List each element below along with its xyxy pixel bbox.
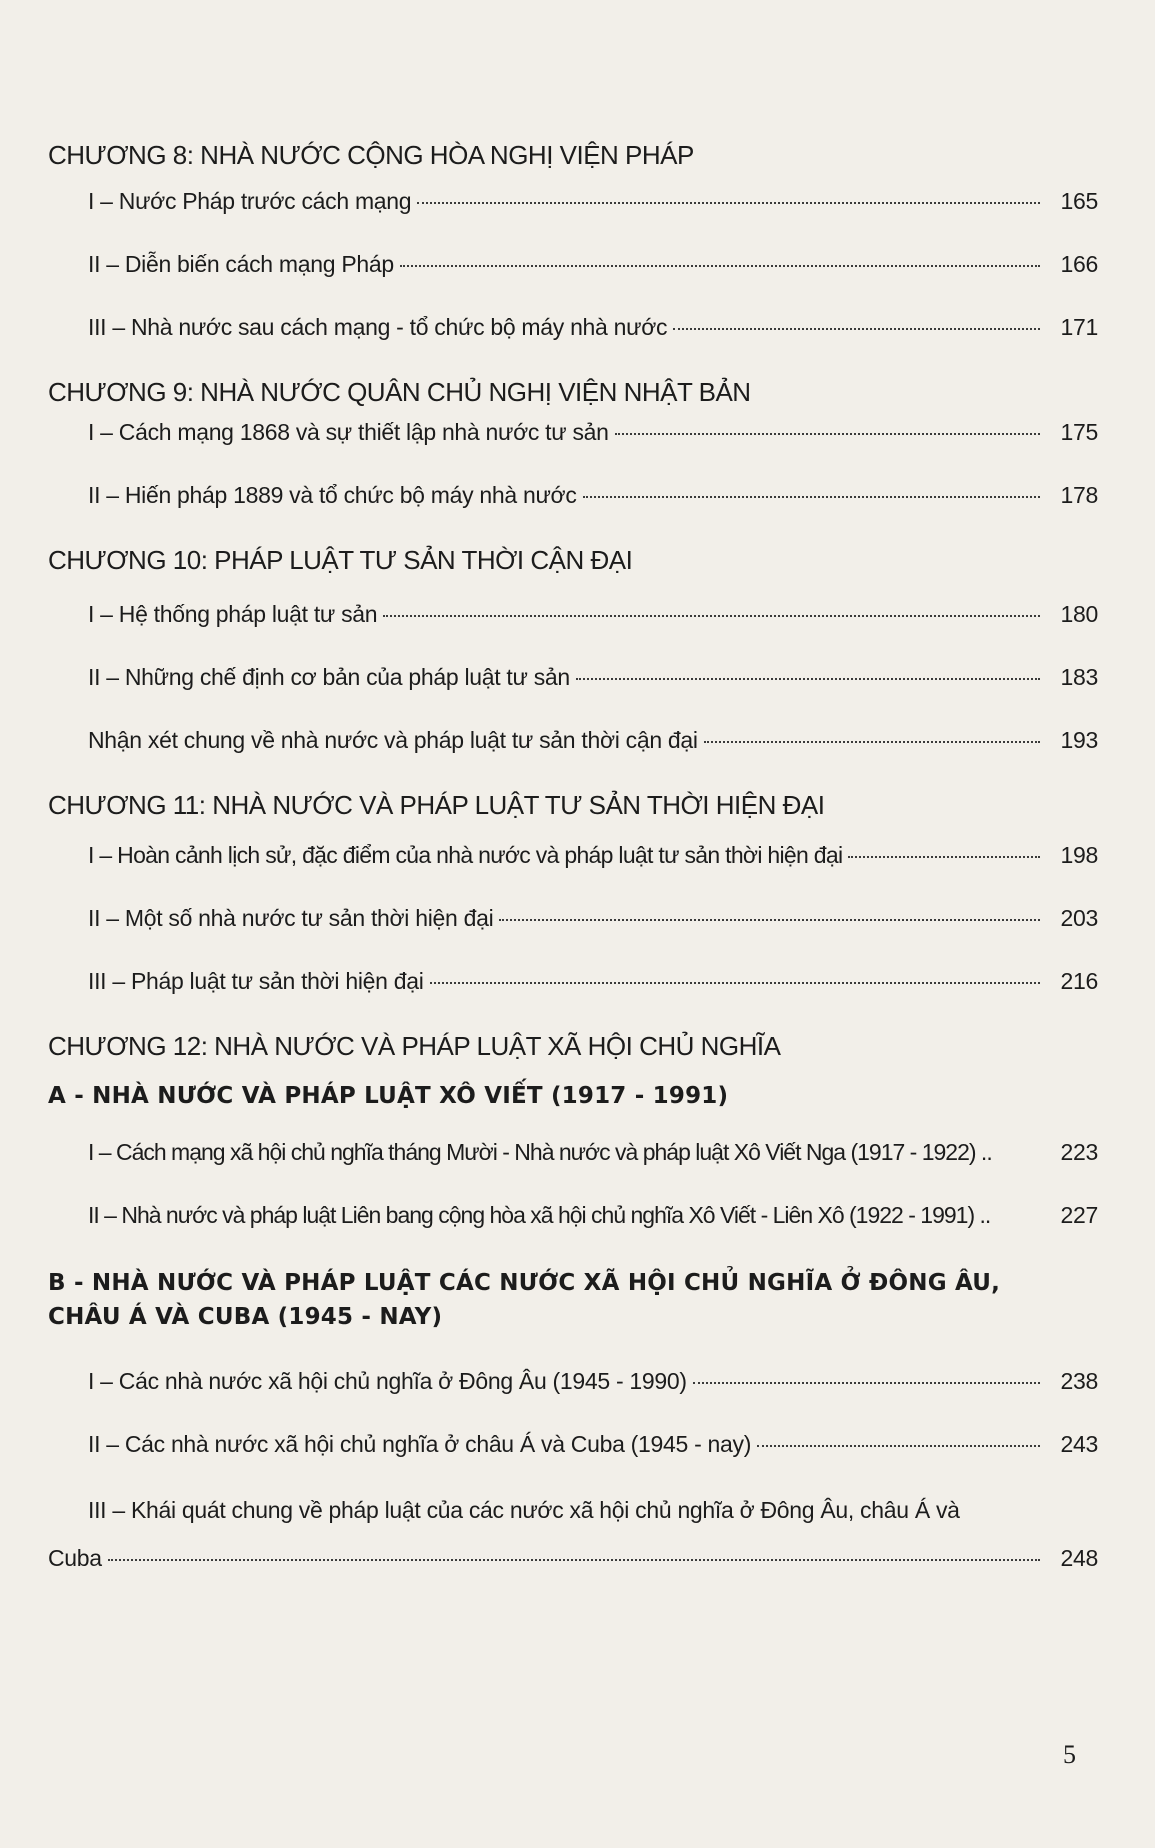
entry-page: 171 bbox=[1060, 314, 1098, 340]
toc-entry[interactable] bbox=[48, 903, 1098, 966]
toc-entry[interactable] bbox=[48, 1200, 1098, 1254]
entry-title: II – Nhà nước và pháp luật Liên bang cộng hòa xã hội chủ nghĩa Xô Viết - Liên Xô (1922 - 1991) .. bbox=[88, 1202, 991, 1228]
chapter-heading: CHƯƠNG 9: NHÀ NƯỚC QUÂN CHỦ NGHỊ VIỆN NHẬT BẢN bbox=[48, 377, 751, 407]
chapter-heading: CHƯƠNG 12: NHÀ NƯỚC VÀ PHÁP LUẬT XÃ HỘI CHỦ NGHĨA bbox=[48, 1031, 781, 1061]
toc-entry[interactable] bbox=[48, 599, 1098, 662]
entry-page: 203 bbox=[1060, 905, 1098, 931]
entry-page: 238 bbox=[1060, 1368, 1098, 1394]
entry-page: 227 bbox=[1060, 1202, 1098, 1228]
dot-leader bbox=[417, 202, 1040, 204]
entry-title: II – Những chế định cơ bản của pháp luật tư sản bbox=[88, 664, 570, 690]
dot-leader bbox=[576, 678, 1040, 680]
toc-entry[interactable] bbox=[48, 186, 1098, 249]
toc-entry[interactable] bbox=[48, 1366, 1098, 1429]
entry-title: I – Các nhà nước xã hội chủ nghĩa ở Đông Âu (1945 - 1990) bbox=[88, 1368, 687, 1394]
entry-title: I – Nước Pháp trước cách mạng bbox=[88, 188, 412, 214]
dot-leader bbox=[583, 496, 1040, 498]
entry-title: Nhận xét chung về nhà nước và pháp luật tư sản thời cận đại bbox=[88, 727, 698, 753]
entry-page: 175 bbox=[1060, 419, 1098, 445]
entry-title-continued: Cuba bbox=[48, 1545, 102, 1571]
entry-title: III – Khái quát chung về pháp luật của các nước xã hội chủ nghĩa ở Đông Âu, châu Á và bbox=[88, 1497, 960, 1523]
page-number: 5 bbox=[1063, 1740, 1076, 1769]
section-heading: A - NHÀ NƯỚC VÀ PHÁP LUẬT XÔ VIẾT (1917 - 1991) bbox=[48, 1083, 729, 1109]
toc-entry[interactable] bbox=[48, 417, 1098, 480]
chapter-heading: CHƯƠNG 11: NHÀ NƯỚC VÀ PHÁP LUẬT TƯ SẢN THỜI HIỆN ĐẠI bbox=[48, 790, 825, 820]
entry-title: III – Pháp luật tư sản thời hiện đại bbox=[88, 968, 424, 994]
dot-leader bbox=[383, 615, 1040, 617]
dot-leader bbox=[400, 265, 1040, 267]
entry-title: I – Cách mạng 1868 và sự thiết lập nhà nước tư sản bbox=[88, 419, 609, 445]
dot-leader bbox=[848, 856, 1040, 858]
dot-leader bbox=[499, 919, 1040, 921]
toc-entry[interactable] bbox=[48, 662, 1098, 725]
entry-page: 166 bbox=[1060, 251, 1098, 277]
toc-entry[interactable] bbox=[48, 725, 1098, 788]
dot-leader bbox=[757, 1445, 1040, 1447]
toc-entry[interactable] bbox=[48, 249, 1098, 312]
entry-page: 178 bbox=[1060, 482, 1098, 508]
toc-entry[interactable] bbox=[48, 1495, 1098, 1591]
entry-title: I – Cách mạng xã hội chủ nghĩa tháng Mười - Nhà nước và pháp luật Xô Viết Nga (1917 - 1922) .. bbox=[88, 1139, 992, 1165]
toc-entry[interactable] bbox=[48, 1429, 1098, 1495]
dot-leader bbox=[615, 433, 1040, 435]
toc-entry[interactable] bbox=[48, 840, 1098, 903]
entry-title: II – Một số nhà nước tư sản thời hiện đại bbox=[88, 905, 494, 931]
section-heading: B - NHÀ NƯỚC VÀ PHÁP LUẬT CÁC NƯỚC XÃ HỘI CHỦ NGHĨA Ở ĐÔNG ÂU, CHÂU Á VÀ CUBA (1945 - NAY) bbox=[48, 1270, 1001, 1330]
entry-page: 183 bbox=[1060, 664, 1098, 690]
chapter-heading: CHƯƠNG 10: PHÁP LUẬT TƯ SẢN THỜI CẬN ĐẠI bbox=[48, 545, 633, 575]
entry-page: 248 bbox=[1060, 1545, 1098, 1571]
entry-title: I – Hoàn cảnh lịch sử, đặc điểm của nhà nước và pháp luật tư sản thời hiện đại bbox=[88, 842, 843, 868]
dot-leader bbox=[693, 1382, 1040, 1384]
entry-page: 193 bbox=[1060, 727, 1098, 753]
dot-leader bbox=[673, 328, 1040, 330]
entry-title: II – Các nhà nước xã hội chủ nghĩa ở châu Á và Cuba (1945 - nay) bbox=[88, 1431, 752, 1457]
chapter-heading: CHƯƠNG 8: NHÀ NƯỚC CỘNG HÒA NGHỊ VIỆN PHÁP bbox=[48, 140, 694, 170]
entry-title: I – Hệ thống pháp luật tư sản bbox=[88, 601, 378, 627]
dot-leader bbox=[430, 982, 1040, 984]
entry-page: 216 bbox=[1060, 968, 1098, 994]
entry-page: 243 bbox=[1060, 1431, 1098, 1457]
entry-title: II – Diễn biến cách mạng Pháp bbox=[88, 251, 394, 277]
entry-page: 198 bbox=[1060, 842, 1098, 868]
toc-entry[interactable] bbox=[48, 312, 1098, 375]
entry-page: 165 bbox=[1060, 188, 1098, 214]
entry-page: 180 bbox=[1060, 601, 1098, 627]
toc-entry[interactable] bbox=[48, 480, 1098, 543]
entry-page: 223 bbox=[1060, 1139, 1098, 1165]
toc-entry[interactable] bbox=[48, 966, 1098, 1029]
dot-leader bbox=[704, 741, 1040, 743]
dot-leader bbox=[108, 1559, 1040, 1561]
table-of-contents bbox=[48, 138, 1098, 1591]
toc-entry[interactable] bbox=[48, 1137, 1098, 1200]
entry-title: III – Nhà nước sau cách mạng - tổ chức bộ máy nhà nước bbox=[88, 314, 668, 340]
entry-title: II – Hiến pháp 1889 và tổ chức bộ máy nhà nước bbox=[88, 482, 577, 508]
